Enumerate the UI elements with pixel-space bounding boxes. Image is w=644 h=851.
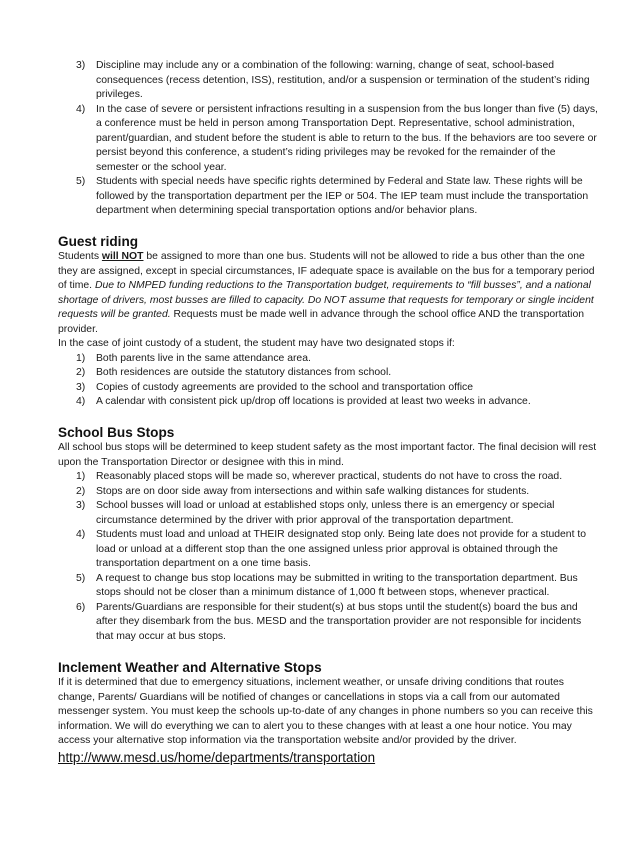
list-item: 1) Reasonably placed stops will be made so, wherever practical, students do not have to cross the road. [76, 471, 563, 482]
funding-note: Due to NMPED funding reductions to the Transportation budget, requirements to “fill busses”, and a national shortage of drivers, most busses are filled to capacity. Do NOT assume that requests for temporary or single incident requests will be granted. [58, 280, 594, 320]
list-item-text: In the case of severe or persistent infractions resulting in a suspension from the bus longer than five (5) days, a conference must be held in person among Transportation Dept. Representative, school administration, parent/guardian, and student before the student is able to return to the bus. If the behaviors are too severe or persist beyond this conference, a student’s riding privileges may be revoked for the remainder of the semester or the school year. [96, 103, 598, 173]
list-item: 3) Copies of custody agreements are provided to the school and transportation office [76, 381, 473, 393]
inclement-weather-section [58, 676, 598, 749]
list-item: 4) In the case of severe or persistent infractions resulting in a suspension from the bus longer than five (5) days, a conference must be held in person among Transportation Dept. Representative, school administration, parent/guardian, and student before the student is able to return to the bus. If the behaviors are too severe or persist beyond this conference, a student’s riding privileges may be revoked for the remainder of the semester or the school year. [76, 103, 598, 173]
bus-stops-list [76, 470, 598, 644]
list-item: 2) Both residences are outside the statutory distances from school. [76, 367, 392, 378]
joint-custody-list [76, 352, 598, 410]
list-item: 2) Stops are on door side away from intersections and within safe walking distances for students. [76, 485, 530, 497]
inclement-weather-heading: Inclement Weather and Alternative Stops [58, 660, 322, 675]
guest-riding-heading: Guest riding [58, 234, 139, 249]
list-item: 4) A calendar with consistent pick up/drop off locations is provided at least two weeks in advance. [76, 396, 531, 407]
list-item-text: Students with special needs have specific rights determined by Federal and State law. These rights will be followed by the transportation department per the IEP or 504. The IEP team must include the transportation department when determining special transportation options and/or behavior plans. [96, 176, 589, 216]
bus-stops-intro: All school bus stops will be determined to keep student safety as the most important factor. The final decision will rest upon the Transportation Director or designee with this in mind. [58, 442, 597, 468]
list-item: 5) A request to change bus stop locations may be submitted in writing to the transportation department. Bus stops should not be closer than a minimum distance of 1,000 ft between stops, whenever practical. [76, 572, 578, 598]
list-item: 1) Both parents live in the same attendance area. [76, 352, 311, 364]
list-item: 3) School busses will load or unload at established stops only, unless there is an emergency or special circumstance determined by the driver with prior approval of the transportation department. [76, 500, 555, 526]
list-item-text: Discipline may include any or a combination of the following: warning, change of seat, school-based consequences (recess detention, ISS), restitution, and/or a suspension or termination of the student’s riding privileges. [96, 60, 590, 100]
list-item: 5) Students with special needs have specific rights determined by Federal and State law. These rights will be followed by the transportation department per the IEP or 504. The IEP team must include the transportation department when determining special transportation options and/or behavior plans. [76, 176, 589, 216]
school-bus-stops-section [58, 441, 598, 644]
discipline-list [76, 59, 598, 219]
guest-riding-paragraph: Students will NOT be assigned to more than one bus. Students will not be allowed to ride a bus other than the one they are assigned, except in special circumstances, IF adequate space is available on the bus for a temporary period of time. Due to NMPED funding reductions to the Transportation budget, requirements to “fill busses”, and a national shortage of drivers, most busses are filled to capacity. Do NOT assume that requests for temporary or single incident requests will be granted. Requests must be made well in advance through the school office AND the transportation provider. [58, 251, 595, 335]
list-item: 6) Parents/Guardians are responsible for their student(s) at bus stops until the student(s) board the bus and after they disembark from the bus. MESD and the transportation provider are not responsible for incidents that may occur at bus stops. [76, 601, 582, 642]
guest-riding-section [58, 250, 598, 410]
list-item: 4) Students must load and unload at THEIR designated stop only. Being late does not provide for a student to load or unload at a different stop than the one assigned unless prior approval is obtained through the transportation department on a one time basis. [76, 529, 587, 569]
transportation-website-link[interactable]: http://www.mesd.us/home/departments/transportation [58, 750, 376, 765]
list-item: 3) Discipline may include any or a combination of the following: warning, change of seat, school-based consequences (recess detention, ISS), restitution, and/or a suspension or termination of the student’s riding privileges. [76, 60, 590, 100]
inclement-weather-paragraph: If it is determined that due to emergency situations, inclement weather, or unsafe driving conditions that routes change, Parents/ Guardians will be notified of changes or cancellations in stops via a call from our automated messenger system. You must keep the schools up-to-date of any changes in phone numbers so you can receive this information. We will do everything we can to alert you to these changes with at least a one hour notice. You may access your alternative stop information via the transportation website and/or provided by the driver. [58, 677, 593, 746]
school-bus-stops-heading: School Bus Stops [58, 425, 175, 440]
will-not-emphasis: will NOT [101, 251, 144, 262]
joint-custody-intro: In the case of joint custody of a student, the student may have two designated stops if: [58, 338, 455, 349]
